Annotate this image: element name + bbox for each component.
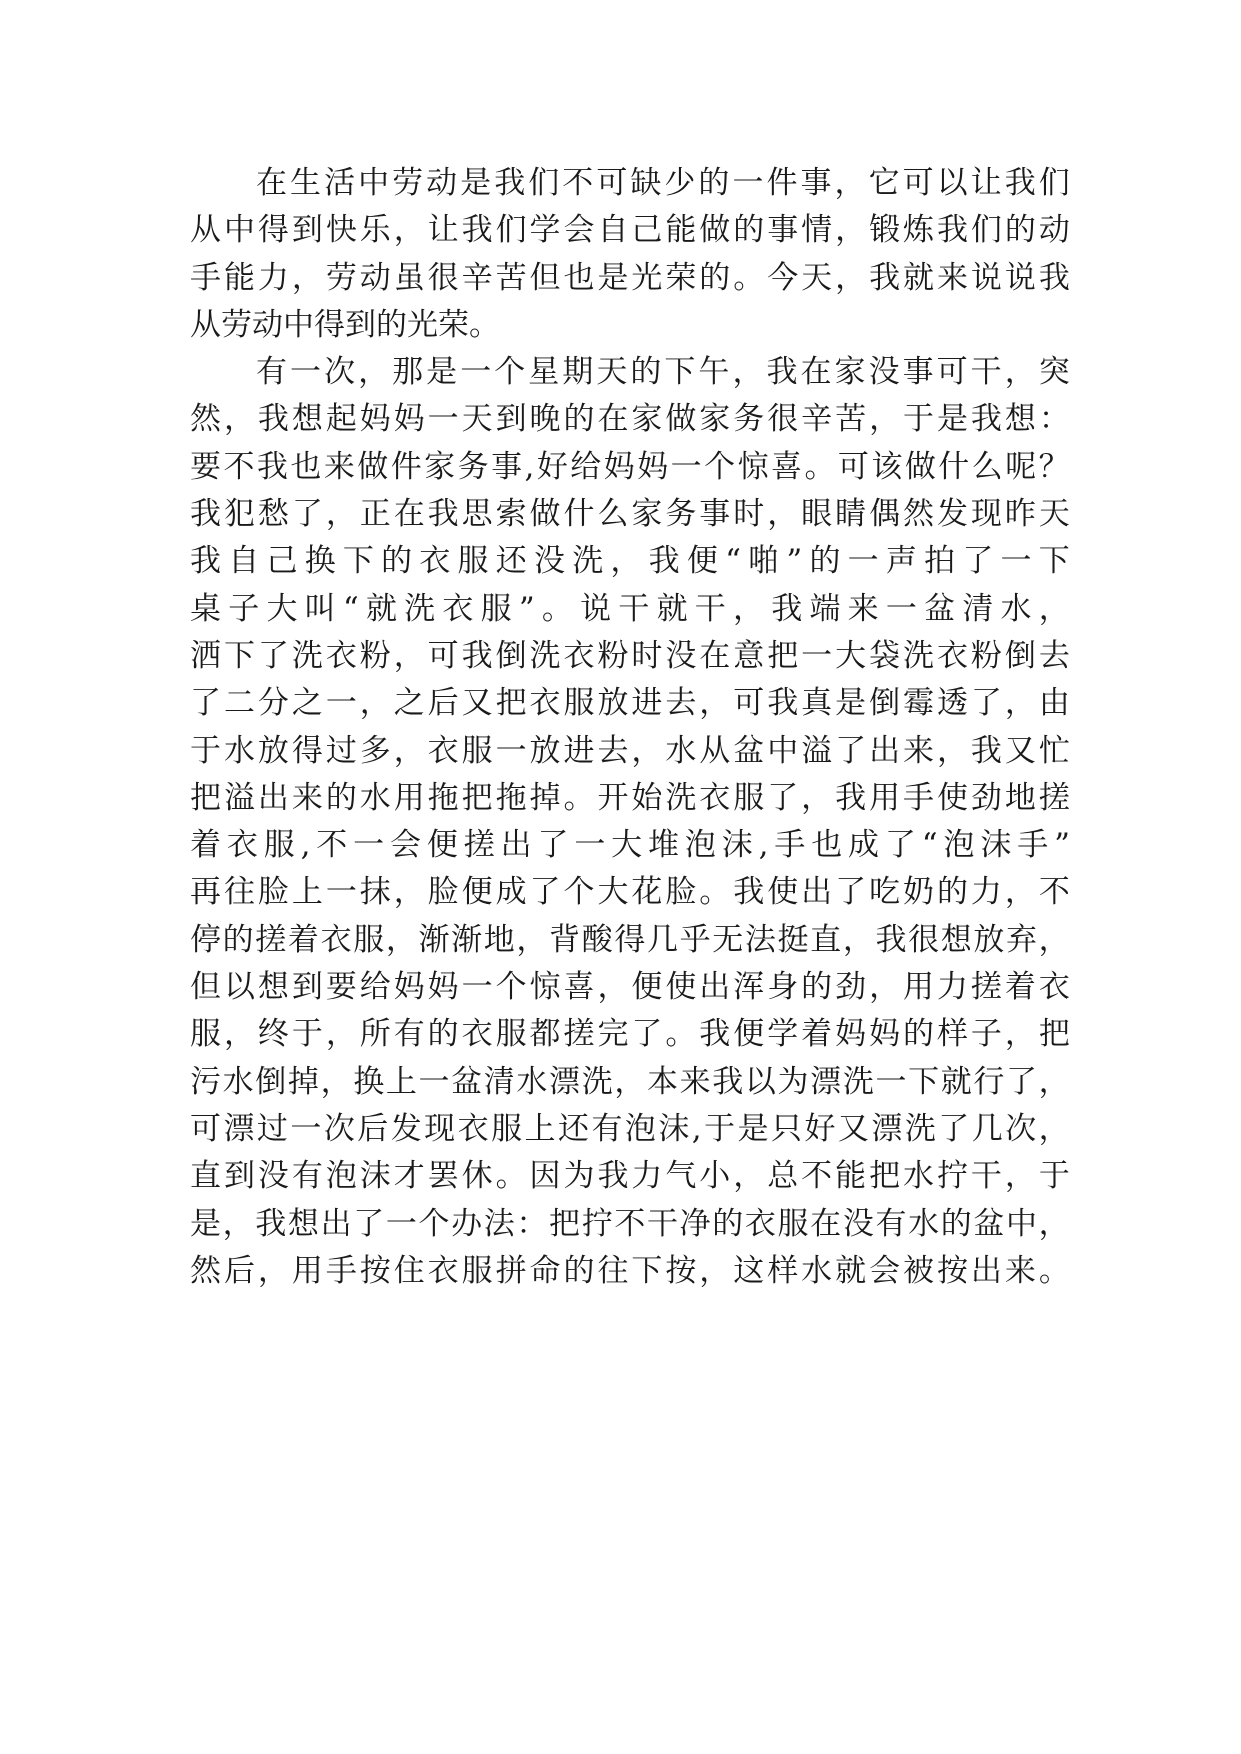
text-line: 然 后 ， 用 手 按 住 衣 服 拼 命 的 往 下 按 ， 这 样 水 就 会 被 按 出 来 。 (190, 1252, 1070, 1289)
text-line: 但 以 想 到 要 给 妈 妈 一 个 惊 喜 ， 便 使 出 浑 身 的 劲 ， 用 力 搓 着 衣 (190, 969, 1070, 1006)
text-line: 然 ， 我 想 起 妈 妈 一 天 到 晚 的 在 家 做 家 务 很 辛 苦 ， 于 是 我 想 ： (190, 401, 1070, 438)
text-line: 有 一 次 ， 那 是 一 个 星 期 天 的 下 午 ， 我 在 家 没 事 可 干 ， 突 (256, 354, 1070, 391)
text-line: 手 能 力 ， 劳 动 虽 很 辛 苦 但 也 是 光 荣 的 。 今 天 ， 我 就 来 说 说 我 (190, 259, 1070, 296)
text-line: 从劳动中得到的光荣。 (190, 306, 500, 343)
text-line: 是 ， 我 想 出 了 一 个 办 法 ： 把 拧 不 干 净 的 衣 服 在 没 有 水 的 盆 中 ， (190, 1205, 1070, 1242)
text-line: 污 水 倒 掉 ， 换 上 一 盆 清 水 漂 洗 ， 本 来 我 以 为 漂 洗 一 下 就 行 了 ， (190, 1063, 1070, 1100)
text-line: 直 到 没 有 泡 沫 才 罢 休 。 因 为 我 力 气 小 ， 总 不 能 把 水 拧 干 ， 于 (190, 1158, 1070, 1195)
text-line: 我 自 己 换 下 的 衣 服 还 没 洗 ， 我 便 “ 啪 ” 的 一 声 拍 了 一 下 (190, 543, 1070, 580)
text-line: 于 水 放 得 过 多 ， 衣 服 一 放 进 去 ， 水 从 盆 中 溢 了 出 来 ， 我 又 忙 (190, 732, 1070, 769)
text-line: 服 ， 终 于 ， 所 有 的 衣 服 都 搓 完 了 。 我 便 学 着 妈 妈 的 样 子 ， 把 (190, 1016, 1070, 1053)
text-line: 桌 子 大 叫 “ 就 洗 衣 服 ” 。 说 干 就 干 ， 我 端 来 一 盆 清 水 ， (190, 590, 1070, 627)
text-line: 了 二 分 之 一 ， 之 后 又 把 衣 服 放 进 去 ， 可 我 真 是 倒 霉 透 了 ， 由 (190, 685, 1070, 722)
text-line: 洒 下 了 洗 衣 粉 ， 可 我 倒 洗 衣 粉 时 没 在 意 把 一 大 袋 洗 衣 粉 倒 去 (190, 637, 1070, 674)
text-line: 我 犯 愁 了 ， 正 在 我 思 索 做 什 么 家 务 事 时 ， 眼 睛 偶 然 发 现 昨 天 (190, 496, 1070, 533)
text-line: 在 生 活 中 劳 动 是 我 们 不 可 缺 少 的 一 件 事 ， 它 可 以 让 我 们 (256, 165, 1070, 201)
text-line: 可 漂 过 一 次 后 发 现 衣 服 上 还 有 泡 沫 , 于 是 只 好 又 漂 洗 了 几 次 ， (190, 1110, 1070, 1147)
text-line: 再 往 脸 上 一 抹 ， 脸 便 成 了 个 大 花 脸 。 我 使 出 了 吃 奶 的 力 ， 不 (190, 874, 1070, 911)
text-line: 从 中 得 到 快 乐 ， 让 我 们 学 会 自 己 能 做 的 事 情 ， 锻 炼 我 们 的 动 (190, 212, 1070, 249)
text-line: 要 不 我 也 来 做 件 家 务 事 , 好 给 妈 妈 一 个 惊 喜 。 可 该 做 什 么 呢 ？ (190, 448, 1070, 485)
text-line: 着 衣 服 , 不 一 会 便 搓 出 了 一 大 堆 泡 沫 , 手 也 成 了 “ 泡 沫 手 ” (190, 827, 1070, 864)
text-line: 把 溢 出 来 的 水 用 拖 把 拖 掉 。 开 始 洗 衣 服 了 ， 我 用 手 使 劲 地 搓 (190, 779, 1070, 816)
document-body (190, 160, 1070, 1295)
text-line: 停 的 搓 着 衣 服 ， 渐 渐 地 ， 背 酸 得 几 乎 无 法 挺 直 ， 我 很 想 放 弃 ， (190, 921, 1070, 958)
